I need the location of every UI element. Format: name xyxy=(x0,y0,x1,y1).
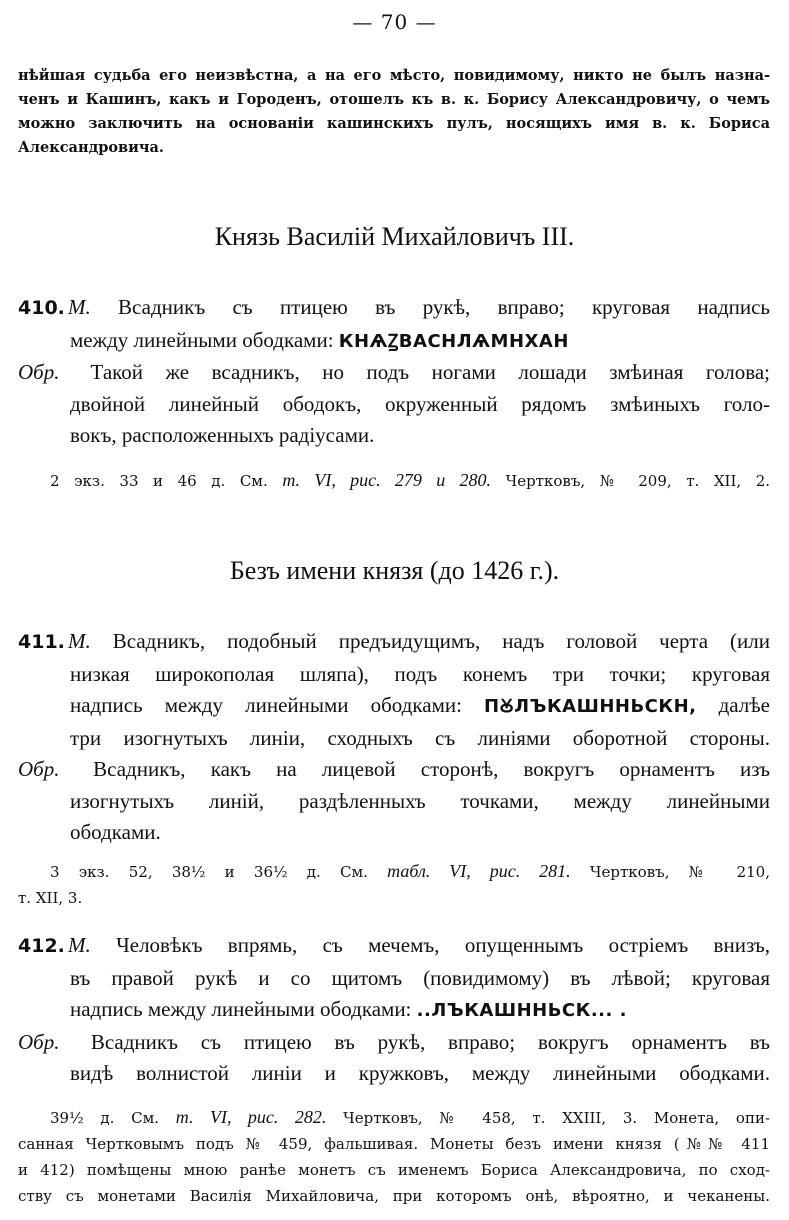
entry-line: видѣ волнистой линіи и кружковъ, между линейными ободками. xyxy=(70,1061,770,1085)
reference-line: т. XII, 3. xyxy=(18,889,83,907)
reference-figure: т. VI, рис. 282. xyxy=(175,1107,327,1127)
intro-line: можно заключить на основаніи кашинскихъ пулъ, носящихъ имя в. к. Бориса xyxy=(18,115,770,132)
footnote-text: 39½ д. См. xyxy=(50,1109,160,1127)
reference-text: 2 экз. 33 и 46 д. См. xyxy=(50,472,268,490)
entry-line xyxy=(18,690,770,723)
intro-paragraph xyxy=(18,64,770,160)
intro-line: нѣйшая судьба его неизвѣстна, а на его мѣсто, повидимому, никто не былъ назна- xyxy=(18,67,770,84)
obverse-label: М. xyxy=(68,295,91,319)
entry-text: Всадникъ съ птицею въ рукѣ, вправо; вокругъ орнаментъ въ xyxy=(90,1029,770,1054)
entry-line xyxy=(18,930,770,963)
entry-text: Всадникъ, какъ на лицевой сторонѣ, вокругъ орнаментъ изъ xyxy=(93,757,770,781)
entry-line: вокъ, расположенныхъ радіусами. xyxy=(70,423,375,447)
entry-number: 412. xyxy=(18,935,65,957)
page-number: — 70 — xyxy=(352,10,437,34)
reference-text: 3 экз. 52, 38½ и 36½ д. См. xyxy=(50,863,368,881)
footnote-text: Чертковъ, № 458, т. XXIII, 3. Монета, опи- xyxy=(343,1109,770,1127)
section-heading-vasily: Князь Василій Михайловичъ III. xyxy=(214,222,575,251)
entry-line xyxy=(18,325,770,358)
entry-411 xyxy=(18,626,770,849)
entry-line: двойной линейный ободокъ, окруженный рядомъ змѣиныхъ голо- xyxy=(70,391,770,416)
footnote-line: санная Чертковымъ подъ № 459, фальшивая. Монеты безъ имени князя (№№ 411 xyxy=(18,1135,770,1153)
reverse-label: Обр. xyxy=(18,757,60,781)
reference-text: Чертковъ, № 209, т. XII, 2. xyxy=(505,472,771,490)
entry-text: надпись между линейными ободками: xyxy=(70,997,412,1021)
entry-text: Такой же всадникъ, но подъ ногами лошади змѣиная голова; xyxy=(90,360,770,384)
entry-text: Всадникъ, подобный предъидущимъ, надъ головой черта (или xyxy=(112,629,770,653)
reference-text: Чертковъ, № 210, xyxy=(589,863,770,881)
entry-line xyxy=(18,754,770,786)
entry-text: Всадникъ съ птицею въ рукѣ, вправо; круговая надпись xyxy=(118,295,770,319)
obverse-label: М. xyxy=(68,933,91,957)
footnote-line: и 412) помѣщены мною ранѣе монетъ съ именемъ Бориса Александровича, по сход- xyxy=(18,1161,770,1179)
reference-411 xyxy=(18,858,770,911)
entry-line xyxy=(18,357,770,389)
coin-inscription: ПꙊЛЪКАШННЬСКН, xyxy=(484,696,697,717)
entry-line: три изогнутыхъ линіи, сходныхъ съ линіями оборотной стороны. xyxy=(70,725,770,750)
entry-line xyxy=(18,626,770,659)
reverse-label: Обр. xyxy=(18,1029,60,1054)
entry-text: между линейными ободками: xyxy=(70,327,334,352)
reference-410 xyxy=(50,467,770,494)
reference-line xyxy=(18,858,770,885)
reference-figure: т. VI, рис. 279 и 280. xyxy=(282,470,492,490)
entry-line xyxy=(18,994,770,1027)
coin-inscription: КНѦꙀВАСНЛѦМНХАН xyxy=(338,330,569,352)
obverse-label: М. xyxy=(68,629,91,653)
entry-line: низкая широкополая шляпа), подъ конемъ три точки; круговая xyxy=(70,661,770,686)
entry-number: 411. xyxy=(18,631,65,653)
entry-text: Человѣкъ впрямь, съ мечемъ, опущеннымъ остріемъ внизъ, xyxy=(116,933,770,957)
intro-line: ченъ и Кашинъ, какъ и Городенъ, отошелъ къ в. к. Борису Александровичу, о чемъ xyxy=(18,91,770,108)
intro-line: Александровича. xyxy=(18,139,164,156)
entry-line xyxy=(18,1027,770,1059)
entry-text: надпись между линейными ободками: xyxy=(70,693,462,717)
footnote xyxy=(18,1104,770,1209)
entry-line: изогнутыхъ линій, раздѣленныхъ точками, между линейными xyxy=(70,788,770,813)
coin-inscription: ..ЛЪКАШННЬСК... . xyxy=(416,1000,627,1021)
footnote-line: ству съ монетами Василія Михайловича, при которомъ онѣ, вѣроятно, и чеканены. xyxy=(18,1187,770,1205)
entry-line xyxy=(18,292,770,325)
reverse-label: Обр. xyxy=(18,360,60,384)
entry-text: далѣе xyxy=(718,693,770,717)
entry-412 xyxy=(18,930,770,1090)
reference-figure: табл. VI, рис. 281. xyxy=(387,861,571,881)
entry-410 xyxy=(18,292,770,452)
footnote-line xyxy=(18,1104,770,1131)
entry-line: въ правой рукѣ и со щитомъ (повидимому) въ лѣвой; круговая xyxy=(70,965,770,990)
entry-number: 410. xyxy=(18,297,65,319)
section-heading-anonymous: Безъ имени князя (до 1426 г.). xyxy=(229,556,560,585)
entry-line: ободками. xyxy=(70,820,161,844)
